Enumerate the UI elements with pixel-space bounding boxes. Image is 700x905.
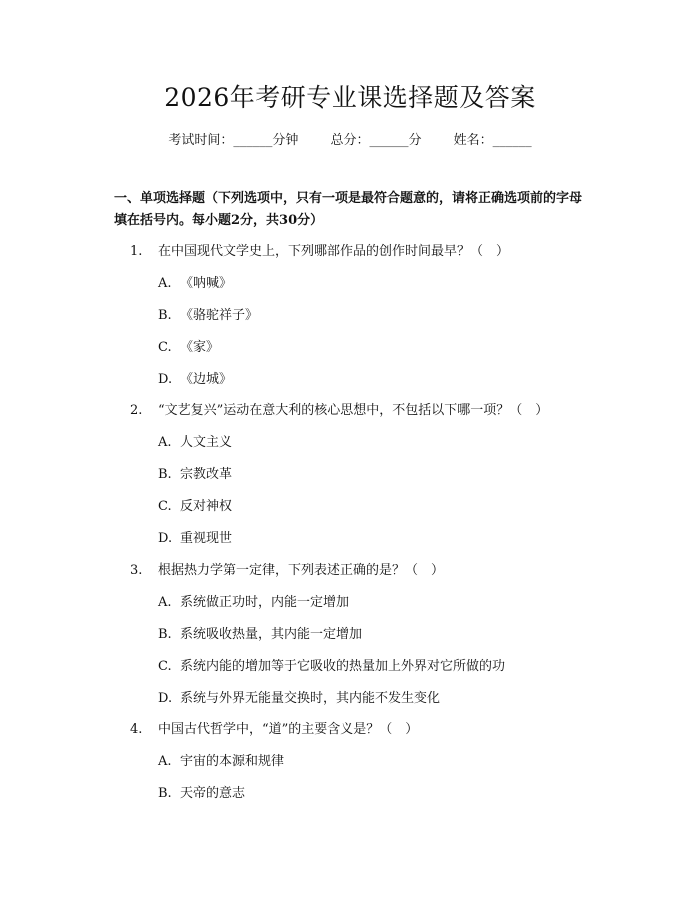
option-text: 重视现世 [180, 531, 233, 546]
option-letter: C. [158, 340, 172, 355]
question-number: 2. [130, 403, 143, 418]
option-letter: B. [158, 786, 172, 801]
question-2-option-c [158, 497, 232, 517]
question-3-option-a [158, 593, 349, 613]
question-1-option-c [158, 338, 219, 358]
option-letter: B. [158, 627, 172, 642]
option-text: 宗教改革 [180, 467, 233, 482]
option-letter: D. [158, 691, 173, 706]
option-text: 系统吸收热量，其内能一定增加 [180, 627, 363, 642]
option-letter: D. [158, 531, 173, 546]
option-text: 反对神权 [180, 499, 233, 514]
question-3-option-d [158, 689, 440, 709]
option-text: 系统内能的增加等于它吸收的热量加上外界对它所做的功 [180, 659, 506, 674]
option-text: 天帝的意志 [180, 786, 246, 801]
section-heading: 一、单项选择题（下列选项中，只有一项是最符合题意的，请将正确选项前的字母填在括号内。每小题2分，共30分） [114, 191, 583, 228]
option-text: 《边城》 [180, 372, 233, 387]
page-title: 2026年考研专业课选择题及答案 [164, 83, 536, 112]
question-number: 3. [130, 563, 143, 578]
option-letter: A. [158, 595, 172, 610]
question-number: 1. [130, 244, 143, 259]
option-text: 系统与外界无能量交换时，其内能不发生变化 [180, 691, 441, 706]
question-1 [130, 242, 509, 262]
option-text: 宇宙的本源和规律 [180, 754, 285, 769]
option-text: 系统做正功时，内能一定增加 [180, 595, 350, 610]
option-letter: C. [158, 659, 172, 674]
question-text: 根据热力学第一定律，下列表述正确的是？（ ） [158, 563, 445, 578]
option-text: 《家》 [180, 340, 220, 355]
question-3-option-c [158, 657, 505, 677]
option-letter: B. [158, 467, 172, 482]
question-text: 中国古代哲学中，“道”的主要含义是？（ ） [158, 722, 419, 737]
question-2-option-d [158, 529, 232, 549]
option-letter: A. [158, 435, 172, 450]
name-field: 姓名：______ [453, 133, 532, 148]
question-1-option-a [158, 274, 232, 294]
question-3-option-b [158, 625, 362, 645]
question-1-option-d [158, 370, 232, 390]
question-text: “文艺复兴”运动在意大利的核心思想中，不包括以下哪一项？（ ） [158, 403, 549, 418]
question-3 [130, 561, 444, 581]
option-letter: C. [158, 499, 172, 514]
question-2-option-b [158, 465, 232, 485]
option-letter: B. [158, 308, 172, 323]
exam-info-line [0, 131, 700, 151]
question-1-option-b [158, 306, 258, 326]
question-2-option-a [158, 433, 232, 453]
option-text: 《骆驼祥子》 [180, 308, 259, 323]
question-text: 在中国现代文学史上，下列哪部作品的创作时间最早？（ ） [158, 244, 510, 259]
question-4-option-b [158, 784, 245, 804]
option-letter: A. [158, 754, 172, 769]
question-2 [130, 401, 548, 421]
option-letter: A. [158, 276, 172, 291]
question-number: 4. [130, 722, 143, 737]
option-letter: D. [158, 372, 173, 387]
option-text: 人文主义 [180, 435, 233, 450]
total-score-field: 总分：______分 [330, 133, 422, 148]
option-text: 《呐喊》 [180, 276, 233, 291]
question-4-option-a [158, 752, 284, 772]
exam-time-field: 考试时间：______分钟 [168, 133, 299, 148]
question-4 [130, 720, 418, 740]
